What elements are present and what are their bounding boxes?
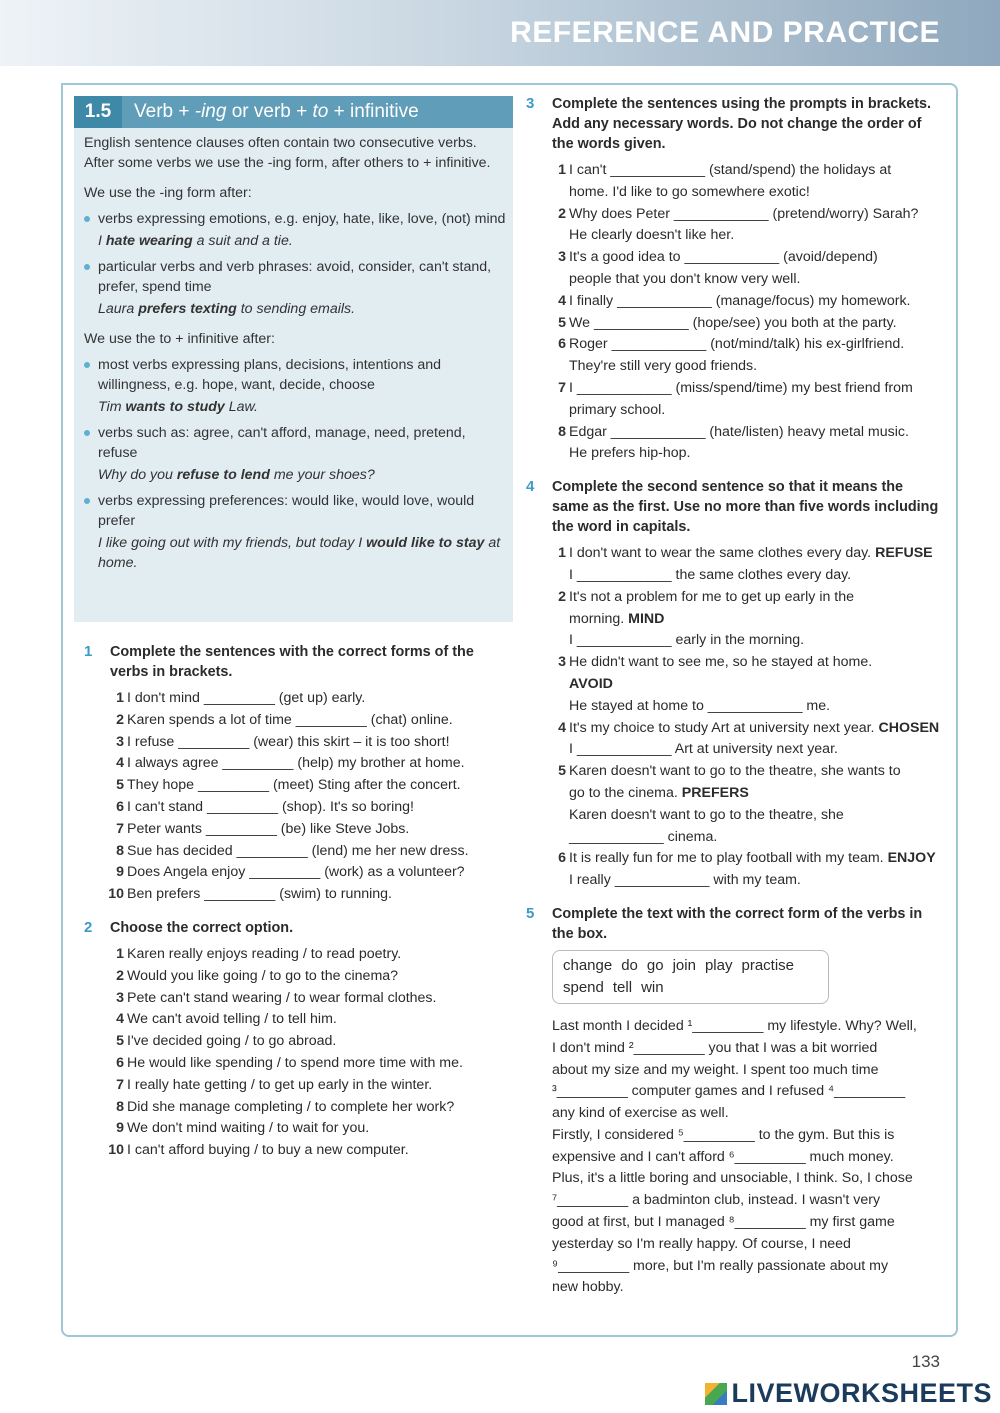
- title-part: Verb +: [134, 101, 195, 122]
- exercise-instruction: Complete the sentences using the prompts in brackets. Add any necessary words. Do not change the order of the words given.: [552, 96, 932, 152]
- header-band: [0, 0, 1000, 66]
- list-item: [526, 422, 941, 466]
- item-number: 1: [116, 945, 124, 962]
- text-line: expensive and I can't afford ⁶_________ much money.: [552, 1148, 894, 1165]
- rule-text: most verbs expressing plans, decisions, intentions and willingness, e.g. hope, want, decide, choose: [98, 357, 442, 393]
- exercise-instruction: Complete the text with the correct form of the verbs in the box.: [552, 905, 923, 942]
- list-item: [84, 966, 512, 988]
- text-line: ³_________ computer games and I refused ⁴_________: [552, 1083, 906, 1100]
- left-exercises: [84, 642, 512, 1174]
- item-number: 5: [558, 314, 566, 331]
- example-part: a suit and a tie.: [192, 233, 293, 249]
- list-item: [84, 710, 512, 732]
- text-line: yesterday so I'm really happy. Of course, I need: [552, 1235, 851, 1252]
- list-item: [84, 862, 512, 884]
- example-part: I like going out with my friends, but today I: [98, 535, 367, 551]
- item-number: 7: [558, 379, 566, 396]
- example-part: to sending emails.: [236, 301, 356, 317]
- item-number: 4: [116, 755, 124, 772]
- item-line-text: ____________ cinema.: [569, 828, 718, 845]
- text-line: Plus, it's a little boring and unsociable, I think. So, I chose: [552, 1170, 913, 1187]
- item-line: Edgar ____________ (hate/listen) heavy metal music.: [569, 423, 909, 440]
- exercise-1-heading: [84, 642, 512, 682]
- item-line: [569, 696, 941, 718]
- item-line: [569, 739, 941, 761]
- bullet-dot-icon: [84, 362, 90, 368]
- liveworksheets-logo-icon: [705, 1383, 727, 1405]
- item-number: 10: [108, 886, 124, 903]
- rule-example: [98, 299, 506, 319]
- item-number: 4: [558, 719, 566, 736]
- rule-item: [84, 209, 506, 251]
- exercise-number: 4: [526, 478, 535, 496]
- item-line: [569, 718, 941, 740]
- list-item: [84, 1140, 512, 1162]
- list-item: [84, 884, 512, 906]
- list-item: [84, 841, 512, 863]
- example-part: Why do you: [98, 467, 177, 483]
- item-number: 6: [116, 798, 124, 815]
- exercise-4-heading: [526, 477, 941, 537]
- item-line: [569, 543, 941, 565]
- word-option: change: [563, 956, 613, 974]
- item-line: home. I'd like to go somewhere exotic!: [569, 183, 810, 200]
- item-line: [569, 630, 941, 652]
- text-line: ⁷_________ a badminton club, instead. I wasn't very: [552, 1192, 881, 1209]
- rule-text: verbs expressing preferences: would like, would love, would prefer: [98, 493, 475, 529]
- keyword: ENJOY: [887, 850, 936, 867]
- word-box: [552, 950, 829, 1004]
- item-line: [569, 587, 941, 609]
- item-number: 10: [108, 1142, 124, 1159]
- example-part: Tim: [98, 399, 126, 415]
- rule-text: verbs such as: agree, can't afford, manage, need, pretend, refuse: [98, 425, 466, 461]
- item-line: [569, 870, 941, 892]
- exercise-3-items: [526, 160, 941, 465]
- rule-example: [98, 465, 506, 485]
- item-line: [569, 783, 941, 805]
- text-line: ⁹_________ more, but I'm really passionate about my: [552, 1257, 889, 1274]
- keyword: CHOSEN: [878, 719, 940, 736]
- item-text: Karen really enjoys reading / to read poetry.: [127, 945, 402, 962]
- item-number: 1: [116, 690, 124, 706]
- word-option: play: [704, 956, 733, 974]
- list-item: [84, 1031, 512, 1053]
- list-item: [526, 543, 941, 587]
- text-line: good at first, but I managed ⁸_________ my first game: [552, 1214, 895, 1231]
- item-number: 4: [558, 292, 566, 309]
- item-text: I've decided going / to go abroad.: [127, 1033, 337, 1050]
- text-line: about my size and my weight. I spent too much time: [552, 1061, 879, 1078]
- reference-intro: English sentence clauses often contain two consecutive verbs. After some verbs we use the -ing form, after others to + infinitive.: [84, 135, 491, 171]
- word-option: go: [646, 956, 664, 974]
- item-line-text: I ____________ early in the morning.: [569, 632, 805, 649]
- item-line: people that you don't know very well.: [569, 270, 801, 287]
- reference-text: [84, 133, 506, 583]
- keyword: PREFERS: [681, 784, 749, 801]
- title-part: + infinitive: [328, 101, 419, 122]
- list-item: [526, 247, 941, 291]
- exercise-number: 5: [526, 904, 535, 922]
- item-number: 2: [116, 711, 124, 728]
- list-item: [84, 775, 512, 797]
- list-item: [84, 988, 512, 1010]
- item-line: [569, 761, 941, 783]
- example-highlight: would like to stay: [366, 535, 485, 551]
- exercise-number: 3: [526, 95, 535, 112]
- list-item: [84, 1009, 512, 1031]
- exercise-4-items: [526, 543, 941, 892]
- item-number: 3: [558, 249, 566, 266]
- item-line-text: I don't want to wear the same clothes every day.: [569, 545, 872, 562]
- item-text: Does Angela enjoy _________ (work) as a volunteer?: [127, 864, 465, 881]
- item-number: 3: [558, 654, 566, 671]
- reference-title: [134, 96, 419, 128]
- item-line: [569, 805, 941, 827]
- item-number: 5: [558, 763, 566, 780]
- list-item: [526, 587, 941, 652]
- list-item: [526, 652, 941, 717]
- item-line-text: It's my choice to study Art at university next year.: [569, 719, 875, 736]
- item-text: Did she manage completing / to complete her work?: [127, 1098, 455, 1115]
- list-item: [84, 944, 512, 966]
- list-item: [84, 753, 512, 775]
- item-line-text: go to the cinema.: [569, 784, 678, 801]
- item-text: I don't mind _________ (get up) early.: [127, 690, 366, 706]
- item-line: Why does Peter ____________ (pretend/worry) Sarah?: [569, 205, 919, 222]
- item-line: I ____________ (miss/spend/time) my best friend from: [569, 379, 913, 396]
- item-line: I finally ____________ (manage/focus) my homework.: [569, 292, 911, 309]
- example-part: Law.: [224, 399, 258, 415]
- example-highlight: refuse to lend: [176, 467, 270, 483]
- item-text: We don't mind waiting / to wait for you.: [127, 1120, 370, 1137]
- item-text: Sue has decided _________ (lend) me her new dress.: [127, 842, 469, 859]
- item-text: Would you like going / to go to the cinema?: [127, 967, 399, 984]
- item-text: I can't afford buying / to buy a new computer.: [127, 1142, 409, 1159]
- item-line: [569, 652, 941, 674]
- item-line-text: I ____________ Art at university next year.: [569, 741, 838, 758]
- word-option: tell: [612, 978, 633, 996]
- item-number: 1: [558, 162, 566, 178]
- item-line-text: Karen doesn't want to go to the theatre, she wants to: [569, 763, 901, 780]
- item-number: 6: [558, 336, 566, 353]
- item-line-text: Karen doesn't want to go to the theatre, she: [569, 806, 844, 823]
- item-line-text: I really ____________ with my team.: [569, 872, 801, 889]
- list-item: [526, 291, 941, 313]
- item-number: 9: [116, 1120, 124, 1137]
- exercise-2-items: [84, 944, 512, 1162]
- item-number: 7: [116, 820, 124, 837]
- word-option: win: [641, 978, 664, 996]
- keyword: REFUSE: [875, 545, 933, 562]
- list-item: [84, 1118, 512, 1140]
- list-item: [526, 313, 941, 335]
- example-part: at home.: [98, 535, 501, 571]
- reference-header: [74, 96, 513, 128]
- item-text: I can't stand _________ (shop). It's so boring!: [127, 798, 414, 815]
- item-text: I refuse _________ (wear) this skirt – it is too short!: [127, 733, 450, 750]
- text-line: new hobby.: [552, 1279, 624, 1296]
- example-part: I: [98, 233, 106, 249]
- item-text: Peter wants _________ (be) like Steve Jobs.: [127, 820, 410, 837]
- to-rules-list: [84, 355, 506, 573]
- item-number: 4: [116, 1011, 124, 1028]
- text-line: Last month I decided ¹_________ my lifestyle. Why? Well,: [552, 1017, 917, 1034]
- item-text: They hope _________ (meet) Sting after the concert.: [127, 777, 461, 794]
- rule-item: [84, 355, 506, 417]
- exercise-instruction: Choose the correct option.: [110, 919, 294, 936]
- example-part: Laura: [98, 301, 139, 317]
- item-line: He clearly doesn't like her.: [569, 227, 735, 244]
- to-heading: We use the to + infinitive after:: [84, 331, 275, 347]
- item-number: 1: [558, 545, 566, 562]
- exercise-2-heading: [84, 918, 512, 938]
- list-item: [526, 204, 941, 248]
- keyword: AVOID: [569, 675, 613, 692]
- item-number: 3: [116, 733, 124, 750]
- item-text: Karen spends a lot of time _________ (chat) online.: [127, 711, 453, 728]
- list-item: [84, 819, 512, 841]
- example-highlight: prefers texting: [138, 301, 237, 317]
- list-item: [84, 1053, 512, 1075]
- brand-name: LIVEWORKSHEETS: [731, 1378, 992, 1408]
- item-line: [569, 848, 941, 870]
- word-option: join: [672, 956, 696, 974]
- item-line-text: It is really fun for me to play football with my team.: [569, 850, 884, 867]
- list-item: [84, 1075, 512, 1097]
- item-number: 2: [558, 205, 566, 222]
- item-line: I can't ____________ (stand/spend) the holidays at: [569, 162, 892, 178]
- item-line: They're still very good friends.: [569, 358, 758, 375]
- title-part: or verb +: [226, 101, 313, 122]
- item-text: I really hate getting / to get up early in the winter.: [127, 1076, 433, 1093]
- list-item: [84, 797, 512, 819]
- list-item: [526, 378, 941, 422]
- item-number: 5: [116, 1033, 124, 1050]
- rule-item: [84, 257, 506, 319]
- word-option: practise: [741, 956, 795, 974]
- rule-text: verbs expressing emotions, e.g. enjoy, hate, like, love, (not) mind: [98, 211, 506, 227]
- item-line: It's a good idea to ____________ (avoid/depend): [569, 249, 878, 266]
- item-line: He prefers hip-hop.: [569, 445, 691, 462]
- item-line: Roger ____________ (not/mind/talk) his ex-girlfriend.: [569, 336, 905, 353]
- rule-example: [98, 231, 506, 251]
- list-item: [526, 848, 941, 892]
- bullet-dot-icon: [84, 430, 90, 436]
- rule-item: [84, 491, 506, 573]
- item-line-text: morning.: [569, 610, 625, 627]
- title-part: -ing: [194, 101, 227, 122]
- ing-rules-list: [84, 209, 506, 319]
- example-part: me your shoes?: [269, 467, 375, 483]
- item-number: 6: [558, 850, 566, 867]
- text-line: Firstly, I considered ⁵_________ to the gym. But this is: [552, 1126, 895, 1143]
- exercise-3-heading: [526, 94, 941, 154]
- item-text: Pete can't stand wearing / to wear formal clothes.: [127, 989, 437, 1006]
- text-line: I don't mind ²_________ you that I was a bit worried: [552, 1039, 878, 1056]
- item-number: 8: [116, 842, 124, 859]
- exercise-number: 2: [84, 918, 93, 936]
- bullet-dot-icon: [84, 264, 90, 270]
- page-number: 133: [911, 1352, 940, 1371]
- list-item: [84, 732, 512, 754]
- reference-number: 1.5: [74, 96, 122, 128]
- rule-item: [84, 423, 506, 485]
- brand-logo: [705, 1378, 992, 1409]
- item-line: [569, 674, 941, 696]
- ing-heading: We use the -ing form after:: [84, 185, 252, 201]
- item-line: [569, 827, 941, 849]
- item-number: 2: [558, 588, 566, 605]
- exercise-number: 1: [84, 643, 93, 660]
- list-item: [84, 1097, 512, 1119]
- word-option: do: [621, 956, 638, 974]
- list-item: [526, 334, 941, 378]
- item-line-text: He stayed at home to ____________ me.: [569, 697, 831, 714]
- list-item: [526, 160, 941, 204]
- item-line-text: I ____________ the same clothes every day.: [569, 566, 852, 583]
- example-highlight: wants to study: [125, 399, 225, 415]
- item-number: 6: [116, 1054, 124, 1071]
- title-part: to: [312, 101, 329, 122]
- word-option: spend: [563, 978, 604, 996]
- item-text: I always agree _________ (help) my brother at home.: [127, 755, 465, 772]
- item-text: Ben prefers _________ (swim) to running.: [127, 886, 392, 903]
- keyword: MIND: [628, 610, 665, 627]
- rule-example: [98, 397, 506, 417]
- page-header-title: REFERENCE AND PRACTICE: [510, 16, 940, 49]
- item-line-text: It's not a problem for me to get up early in the: [569, 588, 855, 605]
- item-line: [569, 609, 941, 631]
- exercise-5-heading: [526, 904, 941, 944]
- rule-text: particular verbs and verb phrases: avoid, consider, can't stand, prefer, spend time: [98, 259, 492, 295]
- list-item: [526, 761, 941, 848]
- item-number: 9: [116, 864, 124, 881]
- list-item: [84, 688, 512, 710]
- item-number: 2: [116, 967, 124, 984]
- exercise-instruction: Complete the sentences with the correct forms of the verbs in brackets.: [110, 644, 474, 680]
- item-line: We ____________ (hope/see) you both at the party.: [569, 314, 897, 331]
- item-number: 5: [116, 777, 124, 794]
- item-number: 3: [116, 989, 124, 1006]
- exercise-instruction: Complete the second sentence so that it means the same as the first. Use no more than five words including the word in capitals.: [552, 479, 939, 536]
- bullet-dot-icon: [84, 216, 90, 222]
- item-number: 8: [116, 1098, 124, 1115]
- item-text: He would like spending / to spend more time with me.: [127, 1054, 463, 1071]
- exercise-5-text: [552, 1016, 938, 1299]
- rule-example: [98, 533, 506, 573]
- item-line-text: He didn't want to see me, so he stayed at home.: [569, 654, 873, 671]
- right-exercises: [526, 94, 941, 1299]
- example-highlight: hate wearing: [105, 233, 193, 249]
- item-line: primary school.: [569, 401, 666, 418]
- item-number: 7: [116, 1076, 124, 1093]
- item-number: 8: [558, 423, 566, 440]
- list-item: [526, 718, 941, 762]
- exercise-1-items: [84, 688, 512, 906]
- bullet-dot-icon: [84, 498, 90, 504]
- item-text: We can't avoid telling / to tell him.: [127, 1011, 337, 1028]
- text-line: any kind of exercise as well.: [552, 1105, 729, 1122]
- item-line: [569, 565, 941, 587]
